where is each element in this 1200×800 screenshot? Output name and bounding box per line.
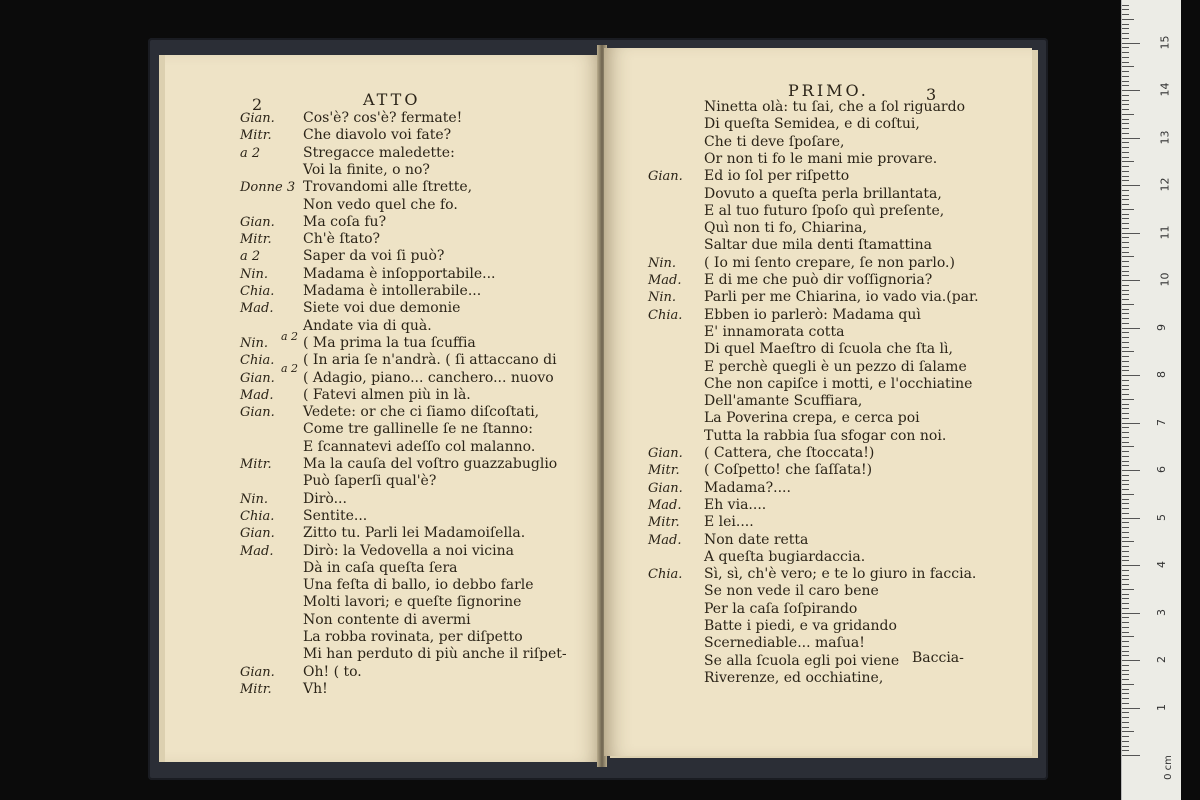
ruler-tick (1122, 712, 1129, 713)
ruler-unit-label: 0 cm (1162, 755, 1174, 780)
ruler-tick (1122, 489, 1129, 490)
ruler-tick (1122, 394, 1129, 395)
ruler-tick (1122, 24, 1129, 25)
ruler-tick (1122, 527, 1129, 528)
speaker-label: Gian. (240, 405, 275, 421)
ruler-tick (1122, 147, 1129, 148)
verse-text: Eh via.... (704, 496, 767, 513)
speaker-label: Mitr. (648, 463, 680, 479)
verse-text: Riverenze, ed occhiatine, (704, 669, 884, 686)
ruler-tick (1122, 66, 1134, 67)
ruler-tick (1122, 152, 1129, 153)
ruler-tick (1122, 442, 1129, 443)
ruler-tick (1122, 750, 1129, 751)
ruler-tick (1122, 427, 1129, 428)
verse-text: E di me che può dir voſſignoria? (704, 272, 933, 288)
ruler-tick (1122, 328, 1140, 329)
ruler-tick (1122, 693, 1129, 694)
ruler-tick (1122, 157, 1129, 158)
verse-text: Siete voi due demonie (303, 300, 461, 317)
ruler-number: 2 (1155, 656, 1168, 663)
ruler-tick (1122, 71, 1129, 72)
ruler-tick (1122, 142, 1129, 143)
ruler-tick (1122, 361, 1129, 362)
verse-text: Di queſta Semidea, e di coſtui, (704, 116, 920, 133)
ruler-tick (1122, 408, 1129, 409)
speaker-label: a 2 (240, 145, 261, 161)
verse-text: Se non vede il caro bene (704, 583, 879, 600)
ruler-tick (1122, 603, 1129, 604)
speaker-label: a 2 (240, 249, 261, 265)
ruler-tick (1122, 399, 1134, 400)
ruler-tick (1122, 665, 1129, 666)
ruler-tick (1122, 185, 1140, 186)
ruler-tick (1122, 451, 1129, 452)
verse-text: E ſcannatevi adeſſo col malanno. (303, 438, 536, 455)
ruler-tick (1122, 513, 1129, 514)
speaker-label: Nin. (240, 491, 269, 507)
verse-text: Se alla ſcuola egli poi viene (704, 652, 900, 669)
verse-text: Quì non ti fo, Chiarina, (704, 220, 867, 237)
speaker-label: Gian. (648, 446, 683, 461)
ruler-tick (1122, 617, 1129, 618)
ruler-number: 14 (1158, 82, 1172, 97)
ruler-tick (1122, 290, 1129, 291)
verse-text: Ma la cauſa del voſtro guazzabuglio (303, 456, 558, 472)
ruler-tick (1122, 313, 1129, 314)
ruler-tick (1122, 565, 1140, 566)
ruler-tick (1122, 9, 1129, 10)
verse-text: A queſta bugiardaccia. (704, 548, 866, 565)
ruler-tick (1122, 494, 1134, 495)
ruler-number: 9 (1155, 323, 1168, 331)
ruler-tick (1122, 171, 1129, 172)
ruler-tick (1122, 14, 1129, 15)
ruler-tick (1122, 465, 1129, 466)
ruler-tick (1122, 708, 1140, 709)
ruler-tick (1122, 19, 1134, 20)
ruler-tick (1122, 641, 1129, 642)
ruler-tick (1122, 660, 1140, 661)
ruler-tick (1122, 299, 1129, 300)
brace-label: a 2 (281, 362, 299, 375)
ruler-tick (1122, 309, 1129, 310)
speaker-label: Chia. (240, 508, 275, 524)
ruler-tick (1122, 632, 1129, 633)
catchword: Baccia- (912, 650, 964, 666)
speaker-label: Nin. (240, 266, 269, 282)
verse-text: E perchè quegli è un pezzo di ſalame (704, 358, 967, 375)
ruler-tick (1122, 589, 1134, 590)
verse-text: Cos'è? cos'è? fermate! (303, 110, 463, 126)
ruler-tick (1122, 480, 1129, 481)
verse-text: E' innamorata cotta (704, 323, 845, 340)
left-page (165, 55, 602, 762)
ruler-number: 3 (1155, 608, 1168, 616)
speaker-label: Nin. (648, 290, 677, 306)
ruler-tick (1122, 209, 1134, 210)
ruler-number: 5 (1155, 513, 1168, 521)
ruler-tick (1122, 57, 1129, 58)
verse-text: Tutta la rabbia ſua sfogar con noi. (704, 427, 947, 444)
ruler-tick (1122, 28, 1129, 29)
ruler-tick (1122, 727, 1129, 728)
verse-text: Ebben io parlerò: Madama quì (704, 306, 921, 323)
verse-text: Dà in caſa queſta ſera (303, 559, 458, 576)
ruler-tick (1122, 741, 1129, 742)
ruler-tick (1122, 332, 1129, 333)
ruler-tick (1122, 551, 1129, 552)
verse-text: Ma coſa fu? (303, 213, 387, 230)
ruler-tick (1122, 722, 1129, 723)
ruler-tick (1122, 280, 1140, 281)
ruler-tick (1122, 90, 1140, 91)
speaker-label: Mitr. (240, 681, 272, 697)
ruler-number: 7 (1155, 418, 1168, 426)
ruler-tick (1122, 261, 1129, 262)
page-header: PRIMO. (788, 81, 869, 100)
ruler-tick (1122, 461, 1129, 462)
ruler-tick (1122, 646, 1129, 647)
speaker-label: Mad. (240, 543, 274, 559)
ruler-tick (1122, 731, 1134, 732)
ruler-tick (1122, 218, 1129, 219)
ruler-tick (1122, 703, 1129, 704)
ruler-number: 4 (1155, 561, 1168, 568)
ruler-tick (1122, 351, 1134, 352)
ruler-tick (1122, 228, 1129, 229)
verse-text: Stregacce maledette: (303, 144, 455, 161)
verse-text: Saltar due mila denti ſtamattina (704, 237, 932, 254)
ruler-number: 1 (1155, 703, 1168, 711)
verse-text: E al tuo futuro ſpoſo quì preſente, (704, 202, 945, 219)
ruler-tick (1122, 5, 1129, 6)
ruler-tick (1122, 679, 1129, 680)
ruler-tick (1122, 356, 1129, 357)
ruler-number: 15 (1158, 35, 1172, 49)
verse-text: La Poverina crepa, e cerca poi (704, 410, 920, 427)
ruler-tick (1122, 446, 1134, 447)
ruler-tick (1122, 252, 1129, 253)
ruler-tick (1122, 62, 1129, 63)
ruler-tick (1122, 190, 1129, 191)
ruler-tick (1122, 161, 1134, 162)
ruler-tick (1122, 594, 1129, 595)
verse-text: Di quel Maeſtro di ſcuola che ſta lì, (704, 341, 953, 358)
verse-text: Vh! (303, 680, 328, 697)
right-page (604, 48, 1032, 756)
verse-text: Non contente di avermi (303, 611, 471, 628)
speaker-label: Chia. (648, 567, 683, 583)
ruler-tick (1122, 627, 1129, 628)
verse-text: Sentite... (303, 507, 368, 524)
verse-text: Può ſaperſi qual'è? (303, 473, 437, 490)
ruler-tick (1122, 475, 1129, 476)
verse-text: Come tre gallinelle ſe ne ſtanno: (303, 421, 533, 438)
verse-text: Madama?.... (704, 479, 791, 496)
ruler-tick (1122, 746, 1129, 747)
ruler-tick (1122, 33, 1129, 34)
verse-text: E lei.... (704, 514, 754, 531)
ruler-tick (1122, 242, 1129, 243)
ruler-tick (1122, 537, 1129, 538)
verse-text: Per la caſa ſoſpirando (704, 600, 858, 617)
ruler-tick (1122, 256, 1134, 257)
speaker-label: Mitr. (240, 232, 272, 248)
speaker-label: Gian. (240, 214, 275, 230)
ruler-tick (1122, 347, 1129, 348)
ruler-tick (1122, 579, 1129, 580)
ruler-tick (1122, 389, 1129, 390)
verse-text: Che ti deve ſpoſare, (704, 133, 845, 150)
ruler-tick (1122, 608, 1129, 609)
speaker-label: Mad. (648, 273, 682, 288)
ruler-tick (1122, 81, 1129, 82)
verse-text: ( Coſpetto! che ſaſſata!) (704, 462, 873, 479)
ruler-tick (1122, 404, 1129, 405)
ruler-tick (1122, 294, 1129, 295)
verse-text: Batte i piedi, e va gridando (704, 618, 897, 634)
ruler-tick (1122, 247, 1129, 248)
ruler-tick (1122, 689, 1129, 690)
ruler-tick (1122, 684, 1134, 685)
ruler-tick (1122, 717, 1129, 718)
ruler-tick (1122, 655, 1129, 656)
verse-text: Saper da voi ſi può? (303, 248, 445, 265)
ruler-tick (1122, 560, 1129, 561)
verse-text: ( In aria ſe n'andrà. ( ſi attaccano di (303, 352, 557, 369)
ruler-tick (1122, 541, 1134, 542)
verse-text: Dirò: la Vedovella a noi vicina (303, 542, 514, 559)
ruler-tick (1122, 138, 1140, 139)
ruler-tick (1122, 266, 1129, 267)
speaker-label: Mitr. (240, 457, 272, 472)
verse-text: Voi la finite, o no? (303, 161, 430, 178)
verse-text: ( Fatevi almen più in là. (303, 386, 471, 403)
speaker-label: Gian. (240, 664, 275, 680)
verse-text: Dovuto a queſta perla brillantata, (704, 185, 942, 202)
speaker-label: Mad. (240, 387, 274, 403)
verse-text: La robba rovinata, per diſpetto (303, 629, 523, 645)
ruler-tick (1122, 546, 1129, 547)
speaker-label: Mad. (648, 497, 682, 513)
ruler-tick (1122, 499, 1129, 500)
ruler-tick (1122, 204, 1129, 205)
ruler-tick (1122, 622, 1129, 623)
ruler-tick (1122, 518, 1140, 519)
ruler-tick (1122, 38, 1129, 39)
verse-text: Non date retta (704, 531, 809, 548)
verse-text: Ch'è ſtato? (303, 231, 381, 248)
ruler-number: 8 (1155, 371, 1168, 378)
ruler-tick (1122, 237, 1129, 238)
ruler-tick (1122, 199, 1129, 200)
measuring-ruler (1121, 0, 1181, 800)
ruler-tick (1122, 456, 1129, 457)
verse-text: Parli per me Chiarina, io vado via.(par. (704, 289, 979, 306)
ruler-tick (1122, 195, 1129, 196)
ruler-tick (1122, 95, 1129, 96)
ruler-number: 11 (1158, 225, 1172, 239)
verse-text: Sì, sì, ch'è vero; e te lo giuro in faccia. (704, 566, 977, 583)
ruler-tick (1122, 484, 1129, 485)
verse-text: Che diavolo voi fate? (303, 127, 452, 144)
page-header: ATTO (363, 90, 421, 109)
ruler-tick (1122, 598, 1129, 599)
verse-text: Andate via di quà. (303, 317, 432, 334)
ruler-tick (1122, 114, 1134, 115)
speaker-label: Chia. (240, 353, 275, 369)
ruler-number: 10 (1158, 272, 1172, 287)
ruler-tick (1122, 233, 1140, 234)
ruler-tick (1122, 385, 1129, 386)
ruler-tick (1122, 570, 1129, 571)
ruler-tick (1122, 47, 1129, 48)
ruler-tick (1122, 318, 1129, 319)
ruler-tick (1122, 104, 1129, 105)
ruler-tick (1122, 413, 1129, 414)
ruler-tick (1122, 133, 1129, 134)
speaker-label: Mitr. (648, 515, 680, 531)
ruler-tick (1122, 736, 1129, 737)
verse-text: Or non ti fo le mani mie provare. (704, 150, 938, 167)
ruler-tick (1122, 380, 1129, 381)
ruler-tick (1122, 556, 1129, 557)
verse-text: Madama è intollerabile... (303, 283, 482, 299)
speaker-label: Chia. (648, 307, 683, 323)
ruler-tick (1122, 508, 1129, 509)
verse-text: Dell'amante Scuffiara, (704, 393, 863, 410)
ruler-tick (1122, 522, 1129, 523)
ruler-tick (1122, 275, 1129, 276)
ruler-tick (1122, 575, 1129, 576)
ruler-tick (1122, 109, 1129, 110)
ruler-tick (1122, 755, 1140, 756)
verse-text: Madama è inſopportabile... (303, 265, 496, 282)
speaker-label: Gian. (648, 480, 683, 496)
ruler-tick (1122, 271, 1129, 272)
speaker-label: Gian. (648, 169, 683, 185)
verse-text: Una feſta di ballo, io debbo farle (303, 577, 534, 594)
speaker-label: Gian. (240, 370, 275, 386)
verse-text: Mi han perduto di più anche il riſpet- (303, 646, 567, 663)
ruler-tick (1122, 76, 1129, 77)
speaker-label: Mad. (240, 301, 274, 317)
ruler-tick (1122, 674, 1129, 675)
ruler-number: 6 (1155, 466, 1168, 473)
ruler-tick (1122, 503, 1129, 504)
ruler-tick (1122, 437, 1129, 438)
verse-text: Dirò... (303, 490, 347, 507)
page-number: 3 (926, 85, 940, 104)
ruler-tick (1122, 636, 1134, 637)
verse-text: ( Io mi ſento crepare, ſe non parlo.) (704, 254, 955, 271)
brace-label: a 2 (281, 330, 299, 343)
ruler-tick (1122, 584, 1129, 585)
speaker-label: Gian. (240, 111, 275, 126)
verse-text: Ed io ſol per riſpetto (704, 168, 850, 185)
verse-text: Oh! ( to. (303, 663, 362, 680)
ruler-tick (1122, 323, 1129, 324)
verse-text: Zitto tu. Parli lei Madamoiſella. (303, 525, 526, 542)
ruler-tick (1122, 698, 1129, 699)
ruler-tick (1122, 285, 1129, 286)
ruler-tick (1122, 43, 1140, 44)
ruler-tick (1122, 375, 1140, 376)
ruler-number: 12 (1158, 177, 1172, 192)
page-number: 2 (252, 95, 266, 114)
verse-text: Trovandomi alle ſtrette, (303, 179, 473, 196)
ruler-tick (1122, 532, 1129, 533)
verse-text: ( Ma prima la tua ſcuffia (303, 334, 476, 351)
verse-text: Non vedo quel che fo. (303, 196, 458, 213)
ruler-tick (1122, 223, 1129, 224)
ruler-tick (1122, 166, 1129, 167)
ruler-tick (1122, 119, 1129, 120)
verse-text: Scernediable... maſua! (704, 635, 865, 652)
ruler-tick (1122, 366, 1129, 367)
ruler-tick (1122, 123, 1129, 124)
ruler-tick (1122, 423, 1140, 424)
ruler-tick (1122, 304, 1134, 305)
ruler-tick (1122, 670, 1129, 671)
ruler-tick (1122, 214, 1129, 215)
ruler-tick (1122, 470, 1140, 471)
ruler-tick (1122, 180, 1129, 181)
verse-text: Che non capiſce i motti, e l'occhiatine (704, 375, 973, 392)
ruler-number: 13 (1158, 130, 1172, 144)
speaker-label: Mitr. (240, 128, 272, 144)
ruler-tick (1122, 418, 1129, 419)
ruler-tick (1122, 176, 1129, 177)
verse-text: Vedete: or che ci ſiamo diſcoſtati, (303, 404, 540, 421)
speaker-label: Gian. (240, 526, 275, 542)
speaker-label: Nin. (240, 335, 269, 351)
speaker-label: Donne 3 (240, 180, 296, 196)
speaker-label: Chia. (240, 284, 275, 299)
ruler-tick (1122, 651, 1129, 652)
verse-text: Ninetta olà: tu ſai, che a ſol riguardo (704, 99, 966, 115)
ruler-tick (1122, 342, 1129, 343)
ruler-tick (1122, 613, 1140, 614)
ruler-tick (1122, 100, 1129, 101)
ruler-tick (1122, 432, 1129, 433)
speaker-label: Nin. (648, 255, 677, 271)
ruler-tick (1122, 52, 1129, 53)
speaker-label: Mad. (648, 532, 682, 548)
ruler-tick (1122, 337, 1129, 338)
ruler-tick (1122, 128, 1129, 129)
verse-text: Molti lavori; e queſte ſignorine (303, 594, 522, 611)
verse-text: ( Adagio, piano... canchero... nuovo (303, 369, 554, 386)
ruler-tick (1122, 85, 1129, 86)
ruler-tick (1122, 370, 1129, 371)
verse-text: ( Cattera, che ſtoccata!) (704, 445, 875, 461)
